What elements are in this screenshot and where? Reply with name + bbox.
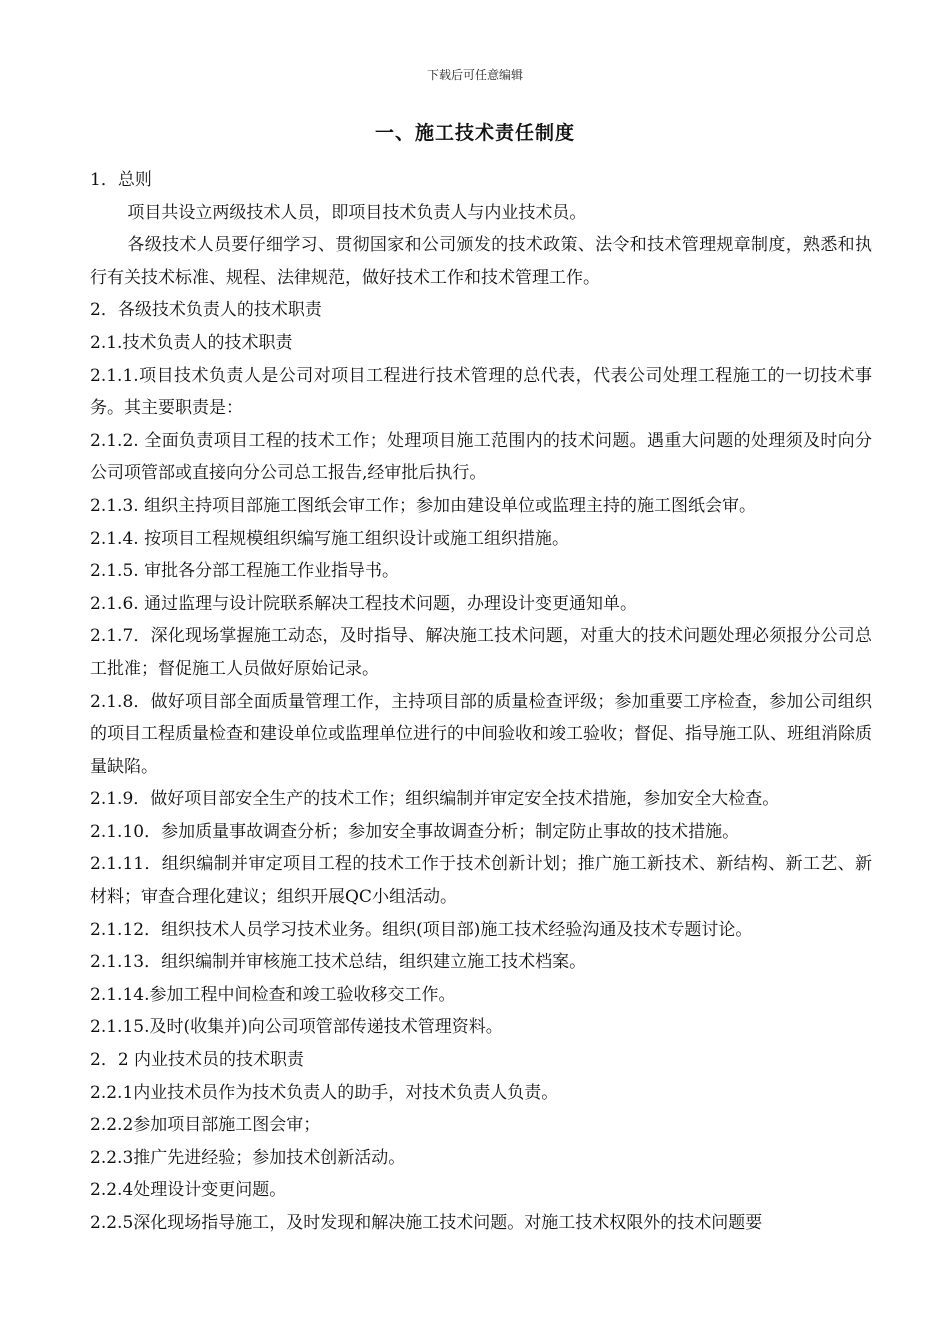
paragraph: 2.1.7．深化现场掌握施工动态，及时指导、解决施工技术问题，对重大的技术问题处理必须报分公司总工批准；督促施工人员做好原始记录。 <box>90 626 872 679</box>
paragraph: 2.2.1内业技术员作为技术负责人的助手，对技术负责人负责。 <box>90 1082 559 1103</box>
paragraph: 2.1.4. 按项目工程规模组织编写施工组织设计或施工组织措施。 <box>90 528 570 549</box>
paragraph: 2.1.15.及时(收集并)向公司项管部传递技术管理资料。 <box>90 1017 503 1038</box>
paragraph: 2.1.1.项目技术负责人是公司对项目工程进行技术管理的总代表，代表公司处理工程施工的一切技术事务。其主要职责是： <box>90 365 872 419</box>
paragraph: 2.1.2. 全面负责项目工程的技术工作；处理项目施工范围内的技术问题。遇重大问题的处理须及时向分公司项管部或直接向分公司总工报告,经审批后执行。 <box>90 430 872 484</box>
paragraph: 2.1.11．组织编制并审定项目工程的技术工作于技术创新计划；推广施工新技术、新结构、新工艺、新材料；审查合理化建议；组织开展QC小组活动。 <box>90 854 872 908</box>
paragraph: 2.1.8．做好项目部全面质量管理工作，主持项目部的质量检查评级；参加重要工序检查，参加公司组织的项目工程质量检查和建设单位或监理单位进行的中间验收和竣工验收；督促、指导施工队、班组消除质量缺陷。 <box>90 691 872 777</box>
paragraph: 2.2.4处理设计变更问题。 <box>90 1180 287 1201</box>
paragraph: 2.1.9．做好项目部安全生产的技术工作；组织编制并审定安全技术措施，参加安全大检查。 <box>90 789 780 810</box>
paragraph: 各级技术人员要仔细学习、贯彻国家和公司颁发的技术政策、法令和技术管理规章制度，熟悉和执行有关技术标准、规程、法律规范，做好技术工作和技术管理工作。 <box>90 235 872 288</box>
paragraph: 2.1.13．组织编制并审核施工技术总结，组织建立施工技术档案。 <box>90 952 587 973</box>
paragraph: 2.2.2参加项目部施工图会审； <box>90 1115 321 1136</box>
paragraph: 2.1.5. 审批各分部工程施工作业指导书。 <box>90 561 400 582</box>
document-title: 一、施工技术责任制度 <box>374 122 575 144</box>
paragraph: 2.1.14.参加工程中间检查和竣工验收移交工作。 <box>90 984 456 1005</box>
paragraph: 2.1.10．参加质量事故调查分析；参加安全事故调查分析；制定防止事故的技术措施。 <box>90 821 740 842</box>
paragraph: 2.1.3. 组织主持项目部施工图纸会审工作；参加由建设单位或监理主持的施工图纸会审。 <box>90 495 757 516</box>
paragraph: 项目共设立两级技术人员，即项目技术负责人与内业技术员。 <box>127 202 587 223</box>
paragraph: 1．总则 <box>90 170 152 190</box>
header-note: 下载后可任意编辑 <box>426 68 523 82</box>
paragraph: 2．2 内业技术员的技术职责 <box>90 1050 305 1071</box>
paragraph: 2.1.12．组织技术人员学习技术业务。组织(项目部)施工技术经验沟通及技术专题讨论。 <box>90 919 753 940</box>
paragraph: 2.2.5深化现场指导施工，及时发现和解决施工技术问题。对施工技术权限外的技术问题要 <box>90 1213 763 1233</box>
paragraph: 2．各级技术负责人的技术职责 <box>90 300 322 321</box>
document-body <box>90 164 872 1240</box>
paragraph: 2.1.技术负责人的技术职责 <box>90 332 293 353</box>
paragraph: 2.1.6. 通过监理与设计院联系解决工程技术问题，办理设计变更通知单。 <box>90 593 638 614</box>
paragraph: 2.2.3推广先进经验；参加技术创新活动。 <box>90 1147 406 1168</box>
